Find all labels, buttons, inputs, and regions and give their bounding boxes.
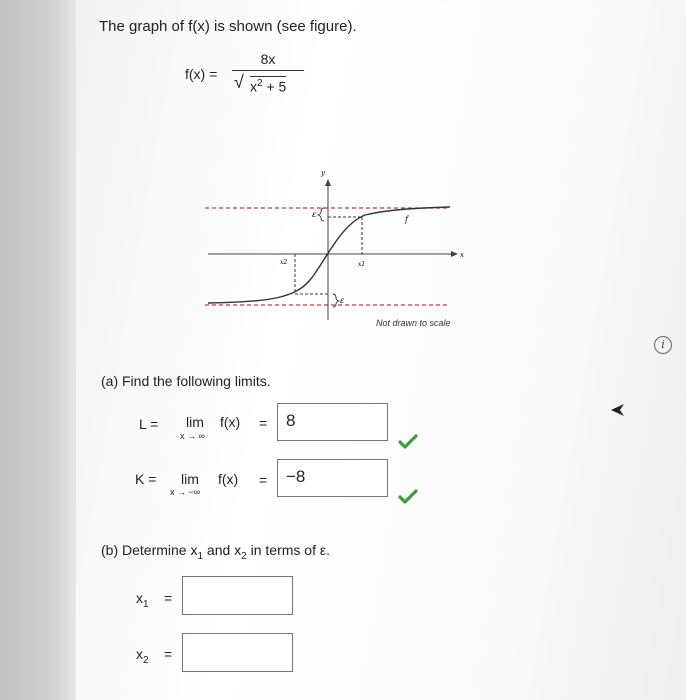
x1-var: x [136,590,143,606]
part-b-heading-mid: and x [203,542,242,558]
x2-label: x2 [280,259,288,266]
not-to-scale-note: Not drawn to scale [376,318,451,328]
x2-label [136,646,149,666]
part-b-heading-post: in terms of ε. [246,542,330,558]
y-axis-label: y [321,169,325,177]
info-icon[interactable]: i [654,336,672,354]
formula-numerator: 8x [260,51,276,67]
limit-k-lim: lim [181,471,199,487]
curve-label: f [405,215,408,224]
fraction-bar [232,70,304,71]
checkmark-icon [398,489,418,505]
epsilon-top-label: ε [312,210,317,219]
part-a-heading: (a) Find the following limits. [101,373,271,389]
part-b-heading-pre: (b) Determine x [101,542,198,558]
x1-label [136,590,149,610]
desk-shadow [0,0,76,700]
x2-equals: = [164,646,173,662]
limit-l-lim: lim [186,414,204,430]
upper-brace [318,208,324,221]
formula-lhs: f(x) = [185,66,218,82]
limit-k-subscript: x → −∞ [170,487,201,497]
sqrt-icon: √ [234,72,244,92]
part-b-sub2: 2 [241,550,247,562]
limit-k-equals: = [259,472,268,488]
function-curve [208,207,450,303]
limit-l-equals: = [259,415,268,431]
limit-figure [200,160,470,320]
x1-sub: 1 [143,598,149,610]
x-axis-arrow [451,251,458,257]
limit-l-subscript: x → ∞ [180,431,205,441]
limit-k-function: f(x) [218,471,239,487]
radicand [250,76,286,95]
limit-k-lhs: K = [135,471,157,487]
x2-answer-field[interactable] [182,633,293,672]
x2-sub: 2 [143,654,149,666]
limit-k-answer: −8 [286,467,306,486]
radicand-rest: + 5 [262,78,287,95]
radicand-exponent: 2 [257,78,263,89]
limit-l-lhs: L = [139,416,159,432]
x1-answer-field[interactable] [182,576,293,615]
limit-k-answer-field[interactable] [277,459,388,497]
limit-l-answer: 8 [286,411,296,430]
x1-equals: = [164,590,173,606]
epsilon-bottom-label: ε [340,296,345,305]
radicand-base: x [250,78,257,95]
checkmark-icon [398,434,418,450]
formula-fraction [232,50,304,94]
x-axis-label: x [460,251,464,259]
part-b-sub1: 1 [197,550,204,562]
x2-var: x [136,646,143,662]
formula-denominator [232,74,304,94]
screen-glare [425,0,455,18]
cursor-icon [611,403,625,421]
part-b-heading [101,542,330,562]
x1-label: x1 [358,261,366,268]
limit-l-function: f(x) [220,414,241,430]
y-axis-arrow [325,179,331,186]
question-prompt: The graph of f(x) is shown (see figure). [99,18,357,35]
limit-l-answer-field[interactable] [277,403,388,441]
